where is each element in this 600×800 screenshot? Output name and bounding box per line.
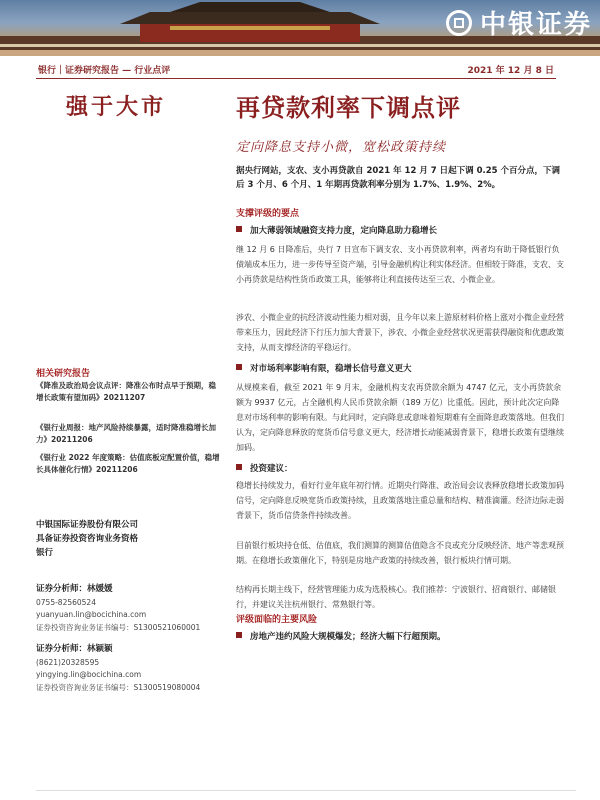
section-title-support: 支撑评级的要点: [236, 209, 300, 219]
bullet-square-icon: [236, 632, 242, 638]
paragraph: 继 12 月 6 日降准后，央行 7 日宣布下调支农、支小再贷款利率，两者均有助于降低银行负债端成本压力，进一步传导至资产端，引导金融机构让利实体经济。但相较于降准，支农、支小再贷款是结构性货币政策工具，能够将让利直接传达至三农、小微企业。: [236, 245, 564, 284]
sector-label: 银行: [36, 548, 54, 558]
bullet-text: 加大薄弱领域融资支持力度，定向降息助力稳增长: [250, 226, 438, 236]
bullet-square-icon: [236, 464, 242, 470]
paragraph: 目前银行板块持仓低、估值底，我们测算的测算估值隐含不良或充分反映经济、地产等悲观预期。在稳增长政策催化下，特别是房地产政策的持续改善，银行板块行情可期。: [236, 541, 564, 565]
boc-logo-icon: [446, 10, 472, 36]
footer-divider: [36, 790, 576, 791]
bullet-point: [236, 362, 566, 374]
paragraph: 从规模来看，截至 2021 年 9 月末，金融机构支农再贷款余额为 4747 亿元，支小再贷款余额为 9937 亿元，占全融机构人民币贷款余额（189 万亿）比重低。因此，预计此次定向降息对市场利率的影响有限。与此同时，定向降息或意味着短期难有全面降息政策落地。但我们认为，定向降息释放的宽货币信号意义更大，经济增长动能减弱背景下，稳增长政策有望继续加码。: [236, 383, 564, 452]
bullet-text: 房地产违约风险大规模爆发；经济大幅下行超预期。: [250, 632, 446, 642]
header-banner: [0, 0, 600, 56]
related-report-link[interactable]: 《降准及政治局会议点评：降准公布时点早于预期，稳增长政策有望加码》20211207: [36, 381, 216, 402]
related-report-link[interactable]: 《银行业 2022 年度策略：估值底板定配置价值，稳增长具体催化行情》20211206: [36, 453, 220, 474]
analyst-name: 证券分析师：林颖颖: [36, 644, 113, 654]
bullet-point: [236, 462, 566, 474]
section-title-risk: 评级面临的主要风险: [236, 615, 318, 625]
analyst-name: 证券分析师：林媛媛: [36, 584, 113, 594]
analyst-email[interactable]: yingying.lin@bocichina.com: [36, 670, 142, 679]
paragraph: 稳增长持续发力，看好行业年底年初行情。近期央行降准、政治局会议表释放稳增长政策加码信号，定向降息反映宽货币政策持续，且政策落地注重总量和结构、精准滴灌。经济边际走弱背景下，货币信贷条件持续改善。: [236, 481, 564, 520]
report-date: 2021 年 12 月 8 日: [467, 66, 554, 76]
org-qualification: 具备证券投资咨询业务资格: [36, 534, 139, 544]
breadcrumb: 银行｜证券研究报告 — 行业点评: [38, 66, 171, 76]
report-subtitle: 定向降息支持小微，宽松政策持续: [236, 140, 447, 155]
summary-text: 据央行网站，支农、支小再贷款自 2021 年 12 月 7 日起下调 0.25 个百分点，下调后 3 个月、6 个月、1 年期再贷款利率分别为 1.7%、1.9%、2%。: [236, 166, 561, 190]
related-reports-title: 相关研究报告: [36, 369, 91, 379]
paragraph: 结构再长期主线下，经营管理能力成为选股核心。我们推荐：宁波银行、招商银行、邮储银行，并建议关注杭州银行、常熟银行等。: [236, 585, 556, 609]
bullet-text: 对市场利率影响有限，稳增长信号意义更大: [250, 364, 412, 374]
paragraph: 涉农、小微企业的抗经济波动性能力相对弱，且今年以来上游原材料价格上涨对小微企业经营带来压力，因此经济下行压力加大背景下，涉农、小微企业经营状况更需获得融资和优惠政策支持，从而支撑经济的平稳运行。: [236, 313, 564, 352]
analyst-cert: 证券投资咨询业务证书编号：S1300521060001: [36, 623, 201, 632]
bullet-text: 投资建议：: [250, 464, 293, 474]
report-title: 再贷款利率下调点评: [236, 94, 461, 122]
bank-logo: [446, 4, 592, 41]
analyst-cert: 证券投资咨询业务证书编号：S1300519080004: [36, 683, 201, 692]
organization-info: [36, 518, 221, 560]
org-name: 中银国际证券股份有限公司: [36, 520, 139, 530]
related-report-link[interactable]: 《银行业周报：地产风险持续暴露，适时降准稳增长加力》20211206: [36, 423, 216, 444]
report-subheader: [36, 58, 556, 79]
analyst-phone: 0755-82560524: [36, 598, 96, 607]
bullet-point: [236, 224, 566, 236]
analyst-phone: (8621)20328595: [36, 658, 100, 667]
analyst-email[interactable]: yuanyuan.lin@bocichina.com: [36, 610, 147, 619]
rating-label: 强于大市: [65, 95, 166, 120]
bullet-square-icon: [236, 364, 242, 370]
bullet-square-icon: [236, 226, 242, 232]
logo-text: 中银证券: [479, 10, 592, 40]
bullet-point: [236, 630, 566, 642]
